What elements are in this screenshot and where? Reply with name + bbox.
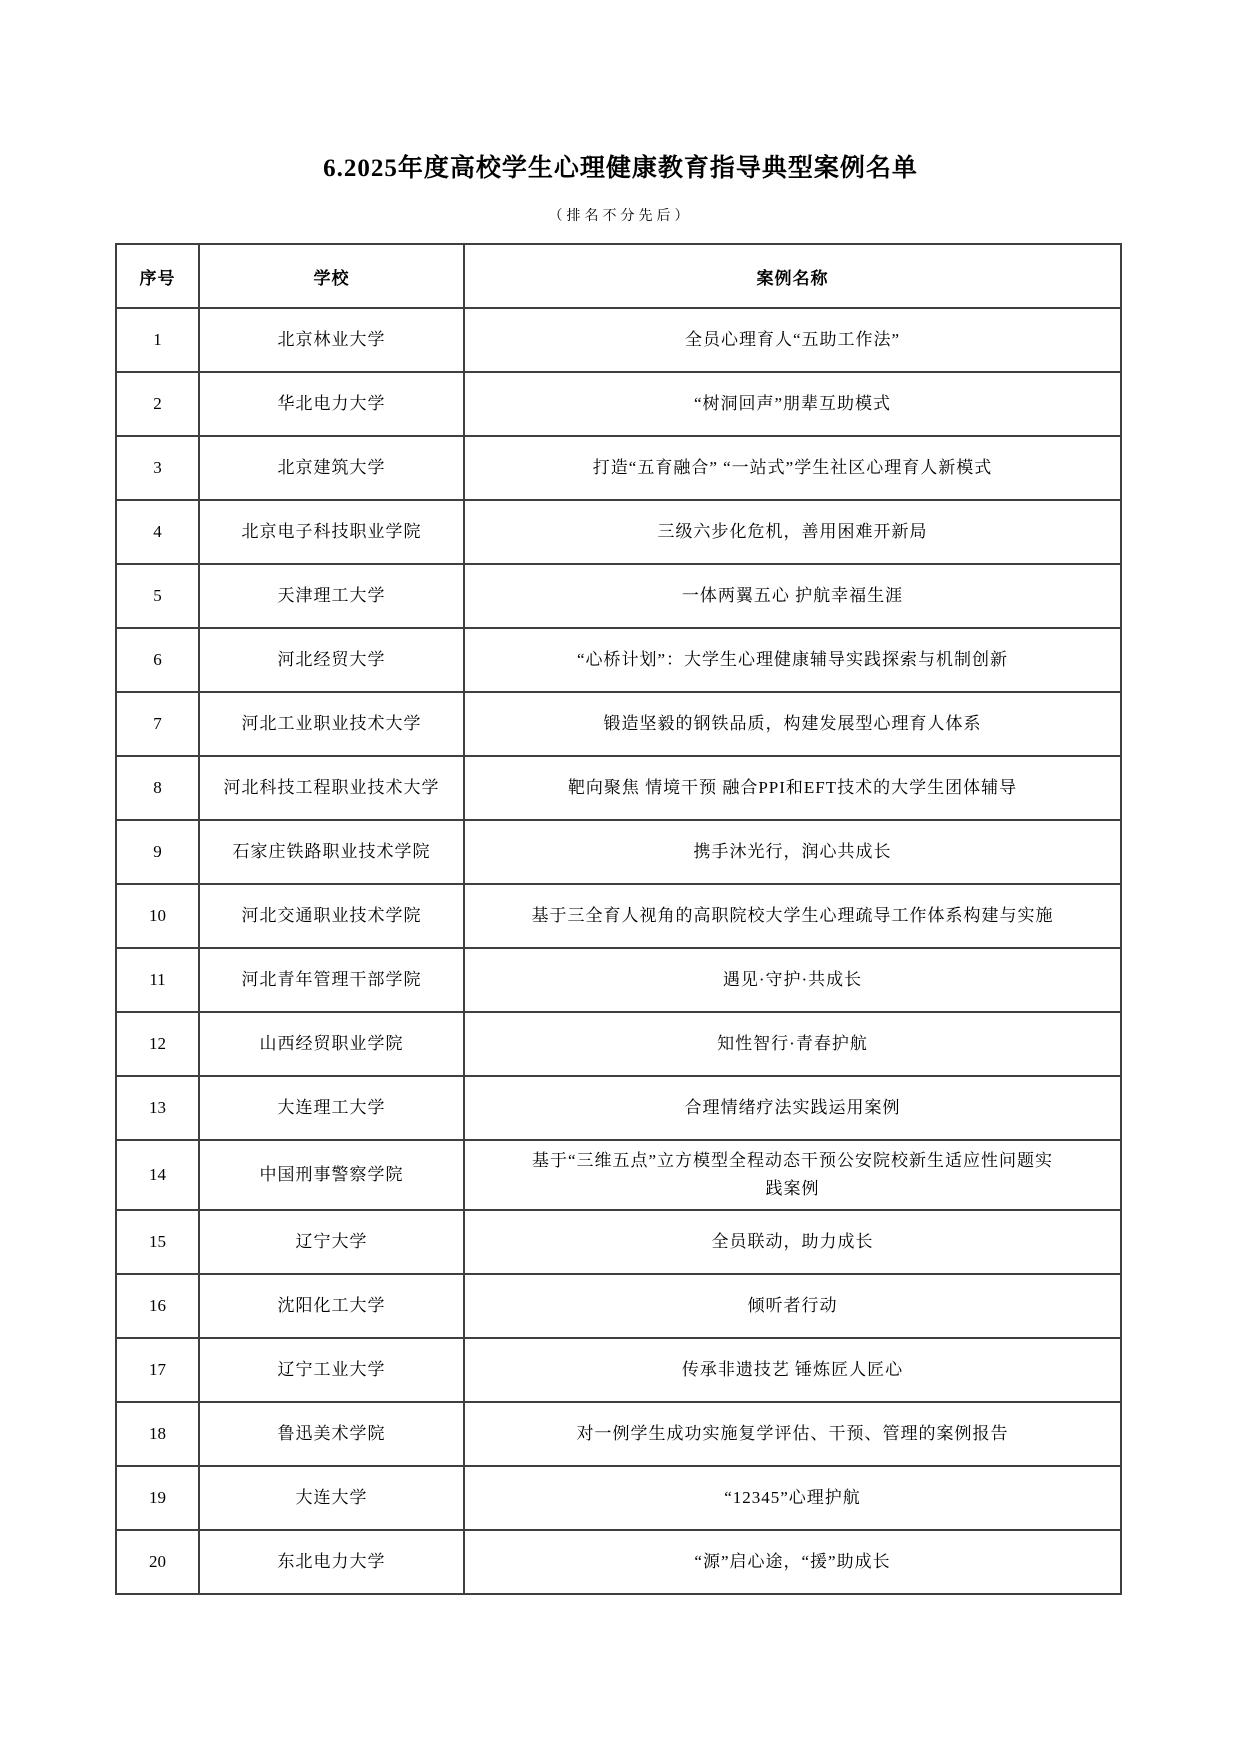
cell-school: 华北电力大学 (199, 372, 464, 436)
cell-case: “心桥计划”：大学生心理健康辅导实践探索与机制创新 (464, 628, 1121, 692)
cell-school: 石家庄铁路职业技术学院 (199, 820, 464, 884)
table-row (116, 1210, 1121, 1274)
table-row (116, 1402, 1121, 1466)
cell-school: 辽宁工业大学 (199, 1338, 464, 1402)
cell-case: “12345”心理护航 (464, 1466, 1121, 1530)
cell-school: 沈阳化工大学 (199, 1274, 464, 1338)
cell-case: 基于“三维五点”立方模型全程动态干预公安院校新生适应性问题实践案例 (464, 1140, 1121, 1210)
table-row (116, 756, 1121, 820)
table-row (116, 1530, 1121, 1594)
cell-school: 河北工业职业技术大学 (199, 692, 464, 756)
cell-school: 东北电力大学 (199, 1530, 464, 1594)
cell-case: 合理情绪疗法实践运用案例 (464, 1076, 1121, 1140)
table-row (116, 692, 1121, 756)
table-row (116, 564, 1121, 628)
table-header-row (116, 244, 1121, 308)
cell-no: 19 (116, 1466, 199, 1530)
cell-case: 倾听者行动 (464, 1274, 1121, 1338)
cell-case: 对一例学生成功实施复学评估、干预、管理的案例报告 (464, 1402, 1121, 1466)
cell-case: 锻造坚毅的钢铁品质，构建发展型心理育人体系 (464, 692, 1121, 756)
cell-school: 河北交通职业技术学院 (199, 884, 464, 948)
table-row (116, 1012, 1121, 1076)
page-title: 6.2025年度高校学生心理健康教育指导典型案例名单 (323, 155, 918, 182)
cell-no: 20 (116, 1530, 199, 1594)
cell-no: 18 (116, 1402, 199, 1466)
cell-no: 5 (116, 564, 199, 628)
table-row (116, 1338, 1121, 1402)
cell-case: 基于三全育人视角的高职院校大学生心理疏导工作体系构建与实施 (464, 884, 1121, 948)
cell-school: 中国刑事警察学院 (199, 1140, 464, 1210)
cell-no: 13 (116, 1076, 199, 1140)
table-row (116, 1076, 1121, 1140)
table-row (116, 500, 1121, 564)
cell-no: 10 (116, 884, 199, 948)
table-row (116, 820, 1121, 884)
cell-case: 携手沐光行，润心共成长 (464, 820, 1121, 884)
cell-school: 大连理工大学 (199, 1076, 464, 1140)
table-row (116, 948, 1121, 1012)
cell-no: 16 (116, 1274, 199, 1338)
table-row (116, 628, 1121, 692)
cell-no: 2 (116, 372, 199, 436)
cell-school: 河北青年管理干部学院 (199, 948, 464, 1012)
table-row (116, 1274, 1121, 1338)
table-row (116, 308, 1121, 372)
cell-school: 大连大学 (199, 1466, 464, 1530)
header-cell-case-name: 案例名称 (464, 244, 1121, 308)
cell-no: 7 (116, 692, 199, 756)
table-row (116, 436, 1121, 500)
cell-school: 河北经贸大学 (199, 628, 464, 692)
cell-school: 北京建筑大学 (199, 436, 464, 500)
cell-no: 8 (116, 756, 199, 820)
cell-school: 北京林业大学 (199, 308, 464, 372)
cell-school: 河北科技工程职业技术大学 (199, 756, 464, 820)
table-row (116, 884, 1121, 948)
cell-no: 12 (116, 1012, 199, 1076)
cell-no: 11 (116, 948, 199, 1012)
cell-no: 1 (116, 308, 199, 372)
cell-case: “源”启心途，“援”助成长 (464, 1530, 1121, 1594)
cell-school: 北京电子科技职业学院 (199, 500, 464, 564)
cell-case: 靶向聚焦 情境干预 融合PPI和EFT技术的大学生团体辅导 (464, 756, 1121, 820)
cell-case: 知性智行·青春护航 (464, 1012, 1121, 1076)
cell-school: 天津理工大学 (199, 564, 464, 628)
cell-no: 14 (116, 1140, 199, 1210)
cell-no: 3 (116, 436, 199, 500)
cell-case: 一体两翼五心 护航幸福生涯 (464, 564, 1121, 628)
cell-case: 打造“五育融合” “一站式”学生社区心理育人新模式 (464, 436, 1121, 500)
cell-school: 鲁迅美术学院 (199, 1402, 464, 1466)
cell-no: 4 (116, 500, 199, 564)
cell-case: 全员联动，助力成长 (464, 1210, 1121, 1274)
cell-no: 9 (116, 820, 199, 884)
cell-no: 17 (116, 1338, 199, 1402)
cell-case: “树洞回声”朋辈互助模式 (464, 372, 1121, 436)
cell-no: 15 (116, 1210, 199, 1274)
cell-school: 辽宁大学 (199, 1210, 464, 1274)
cell-case: 传承非遗技艺 锤炼匠人匠心 (464, 1338, 1121, 1402)
cell-case: 三级六步化危机，善用困难开新局 (464, 500, 1121, 564)
cell-case: 全员心理育人“五助工作法” (464, 308, 1121, 372)
case-list-table (115, 243, 1122, 1595)
cell-school: 山西经贸职业学院 (199, 1012, 464, 1076)
page-subtitle: （排名不分先后） (548, 209, 693, 224)
header-cell-school: 学校 (199, 244, 464, 308)
table-row (116, 1140, 1121, 1210)
table-row (116, 1466, 1121, 1530)
table-row (116, 372, 1121, 436)
table-body (116, 308, 1121, 1594)
header-cell-index: 序号 (116, 244, 199, 308)
cell-case: 遇见·守护·共成长 (464, 948, 1121, 1012)
cell-no: 6 (116, 628, 199, 692)
